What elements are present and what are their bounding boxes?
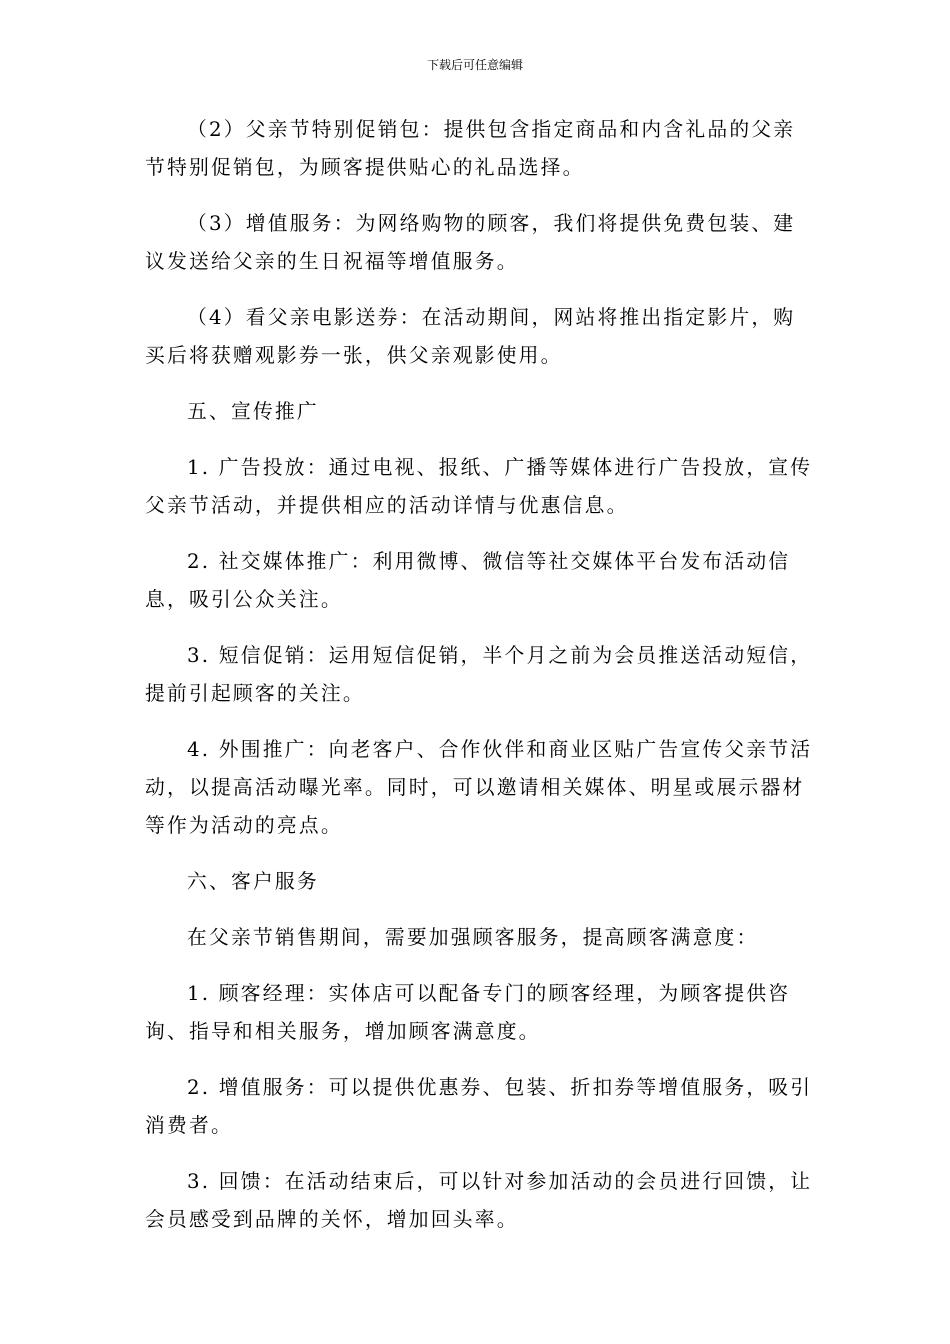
section-heading-promotion: 五、宣传推广 — [187, 400, 319, 423]
paragraph-feedback: 3. 回馈：在活动结束后，可以针对参加活动的会员进行回馈，让会员感受到品牌的关怀，增加回头率。 — [145, 1170, 813, 1231]
header-note: 下载后可任意编辑 — [426, 58, 523, 72]
paragraph-sms-promotion: 3. 短信促销：运用短信促销，半个月之前为会员推送活动短信，提前引起顾客的关注。 — [145, 644, 813, 705]
paragraph-movie-voucher: （4）看父亲电影送券：在活动期间，网站将推出指定影片，购买后将获赠观影券一张，供父亲观影使用。 — [145, 306, 796, 367]
document-body — [145, 111, 815, 1257]
paragraph-social-media: 2. 社交媒体推广：利用微博、微信等社交媒体平台发布活动信息，吸引公众关注。 — [145, 550, 791, 611]
paragraph-outdoor-promotion: 4. 外围推广：向老客户、合作伙伴和商业区贴广告宣传父亲节活动，以提高活动曝光率。同时，可以邀请相关媒体、明星或展示器材等作为活动的亮点。 — [145, 738, 813, 837]
section-heading-customer-service: 六、客户服务 — [187, 870, 319, 893]
paragraph-service-intro: 在父亲节销售期间，需要加强顾客服务，提高顾客满意度： — [187, 926, 759, 949]
paragraph-promo-pack: （2）父亲节特别促销包：提供包含指定商品和内含礼品的父亲节特别促销包，为顾客提供贴心的礼品选择。 — [145, 118, 796, 179]
paragraph-customer-manager: 1. 顾客经理：实体店可以配备专门的顾客经理，为顾客提供咨询、指导和相关服务，增加顾客满意度。 — [145, 982, 791, 1043]
paragraph-advertising: 1. 广告投放：通过电视、报纸、广播等媒体进行广告投放，宣传父亲节活动，并提供相应的活动详情与优惠信息。 — [145, 456, 813, 517]
paragraph-value-added-service: （3）增值服务：为网络购物的顾客，我们将提供免费包装、建议发送给父亲的生日祝福等增值服务。 — [145, 212, 796, 273]
paragraph-value-added-offers: 2. 增值服务：可以提供优惠券、包装、折扣券等增值服务，吸引消费者。 — [145, 1076, 813, 1137]
